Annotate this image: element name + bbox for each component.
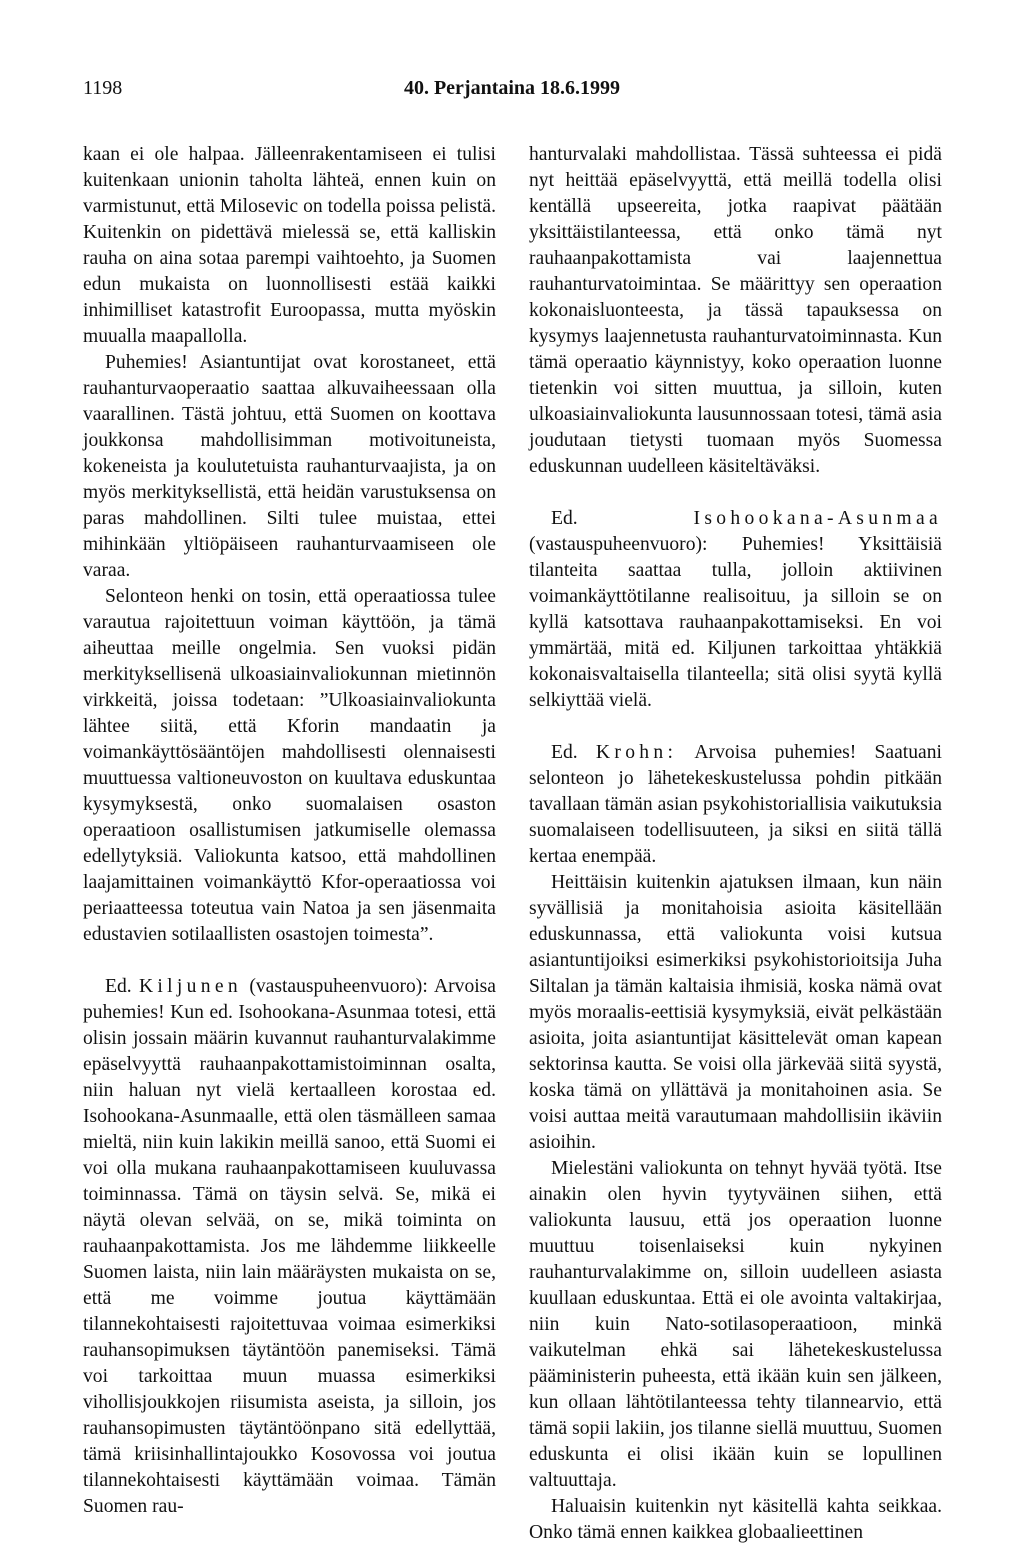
speech-text: (vastauspuheenvuoro): Arvoisa puhemies! Kun ed. Isohookana-Asunmaa totesi, että olisin jossain määrin kuvannut rauhanturvalakimme epäselvyyttä rauhaanpakottamistoiminnan osalta, niin haluan nyt vielä kertaalleen korostaa ed. Isohookana-Asunmaalle, että olen täsmälleen samaa mieltä, niin kuin lakikin meillä sanoo, että Suomi ei voi olla mukana rauhaanpakottamiseen kuuluvassa toiminnassa. Tämä on täysin selvä. Se, mikä ei näytä olevan selvää, on se, mikä toiminta on rauhaanpakottamista. Jos me lähdemme liikkeelle Suomen laista, niin lain määräysten mukaista on se, että me voimme joutua käyttämään tilannekohtaisesti rajoitettuvaa voimaa esimerkiksi rauhansopimuksen täytäntöön panemiseksi. Tämä voi tarkoittaa muun muassa esimerkiksi vihollisjoukkojen riisumista aseista, ja silloin, jos rauhansopimusten täytäntöönpano sitä edellyttää, tämä kriisinhallintajoukko Kosovossa voi joutua tilannekohtaisesti käyttämään voimaa. Tämän Suomen rau- — [83, 976, 497, 1517]
speech-prefix: Ed. — [551, 742, 578, 763]
page-header-title: 40. Perjantaina 18.6.1999 — [403, 77, 621, 99]
right-paragraph-5: Mielestäni valiokunta on tehnyt hyvää työtä. Itse ainakin olen hyvin tyytyväinen siihen, että valiokunta lausuu, että jos operaation luonne muuttuu toisenlaiseksi kuin nykyinen rauhanturvalakimme on, silloin uudelleen asiasta kuullaan eduskuntaa. Että ei ole avointa valtakirjaa, niin kuin Nato-sotilasoperaatioon, minkä vaikutelman ehkä sai lähetekeskustelussa pääministerin puheesta, että ikään kuin sen jälkeen, kun ollaan lähtötilanteessa tehty tilannearvio, että tämä sopii lakiin, jos tilanne siellä muuttuu, Suomen eduskunta ei olisi ikään kuin se lopullinen valtuuttaja. — [529, 1158, 942, 1491]
speech-krohn — [529, 740, 942, 870]
right-paragraph-4: Heittäisin kuitenkin ajatuksen ilmaan, kun näin syvällisiä ja monitahoisia asioita käsitellään eduskunnassa, että valiokunta voisi kutsua asiantuntijoiksi esimerkiksi psykohistorioitsija Juha Siltalan ja tämän kaltaisia ihmisiä, koska nämä ovat myös moraalis-eettisiä kysymyksiä, eivät pelkästään asioita, joita asiantuntijat käsittelevät oman kapean sektorinsa kautta. Se voisi olla järkevää siitä syystä, koska tämä on yllättävä ja monitahoinen asia. Se voisi auttaa meitä varautumaan mahdollisiin ikäviin asioihin. — [529, 872, 942, 1153]
speaker-name: Kiljunen — [138, 976, 243, 997]
speaker-name: Isohookana-Asunmaa — [693, 508, 942, 529]
speech-text: (vastauspuheenvuoro): Puhemies! Yksittäisiä tilanteita saattaa tulla, jolloin aktiivinen voimankäyttötilanne realisoituu, ja silloin se on kyllä katsottava rauhaanpakottamiseksi. En voi ymmärtää, mitä ed. Kiljunen tarkoittaa yhtäkkiä kokonaisvaltaisella tilanteella; sitä olisi syytä kyllä selkiyttää vielä. — [529, 534, 942, 711]
right-column — [529, 142, 942, 1546]
speech-isohookana-asunmaa — [529, 506, 942, 714]
speech-text: Arvoisa puhemies! Saatuani selonteon jo lähetekeskustelussa pohdin pitkään tavallaan tämän asian psykohistoriallisia vaikutuksia suomalaiseen todellisuuteen, ja siksi en siitä tällä kertaa enempää. — [529, 742, 942, 867]
page-number: 1198 — [83, 77, 123, 99]
speech-prefix: Ed. — [551, 508, 578, 529]
left-paragraph-3: Selonteon henki on tosin, että operaatiossa tulee varautua rajoitettuun voiman käyttöön, ja tämä aiheuttaa meille ongelmia. Sen vuoksi pidän merkityksellisenä ulkoasiainvaliokunnan mietinnön virkkeitä, joissa todetaan: ”Ulkoasiainvaliokunta lähtee siitä, että Kforin mandaatin ja voimankäyttösääntöjen mahdollisesti olennaisesti muuttuessa valtioneuvoston on kuultava eduskuntaa kysymyksestä, onko suomalaisen osaston operaatioon osallistumisen jatkumiselle olemassa edellytyksiä. Valiokunta katsoo, että mahdollinen laajamittainen voimankäyttö Kfor-operaatiossa voi periaatteessa toteutua vain Natoa ja sen jäsenmaita edustavien sotilaallisten osastojen toimesta”. — [83, 586, 496, 945]
right-paragraph-1: hanturvalaki mahdollistaa. Tässä suhteessa ei pidä nyt heittää epäselvyyttä, että meillä todella olisi kentällä upseereita, jotka raapivat päätään yksittäistilanteessa, että onko tämä nyt rauhaanpakottamista vai laajennettua rauhanturvatoimintaa. Se määrittyy sen operaation kokonaisluonteesta, ja tässä tapauksessa on kysymys laajennetusta rauhanturvatoiminnasta. Kun tämä operaatio käynnistyy, koko operaation luonne tietenkin voi sitten muuttua, ja silloin, kuten ulkoasiainvaliokunta lausunnossaan totesi, tämä asia joudutaan tietysti tuomaan myös Suomessa eduskunnan uudelleen käsiteltäväksi. — [529, 144, 942, 477]
speaker-name: Krohn: — [595, 742, 678, 763]
speech-kiljunen — [83, 974, 496, 1520]
left-paragraph-1: kaan ei ole halpaa. Jälleenrakentamiseen ei tulisi kuitenkaan unionin taholta lähteä, ennen kuin on varmistunut, että Milosevic on todella poissa pelistä. Kuitenkin on pidettävä mielessä se, että kalliskin rauha on aina sotaa parempi vaihtoehto, ja Suomen edun mukaista on luonnollisesti estää kaikki inhimilliset katastrofit Euroopassa, mutta myöskin muualla maapallolla. — [83, 144, 496, 347]
speech-prefix: Ed. — [105, 976, 132, 997]
right-paragraph-6: Haluaisin kuitenkin nyt käsitellä kahta seikkaa. Onko tämä ennen kaikkea globaalieettinen — [529, 1496, 942, 1543]
left-paragraph-2: Puhemies! Asiantuntijat ovat korostaneet, että rauhanturvaoperaatio saattaa alkuvaiheessaan olla vaarallinen. Tästä johtuu, että Suomen on koottava joukkonsa mahdollisimman motivoituneista, kokeneista ja koulutetuista rauhanturvaajista, ja on myös merkityksellistä, että heidän varustuksensa on paras mahdollinen. Silti tulee muistaa, ettei mihinkään yltiöpäiseen rauhanturvaamiseen ole varaa. — [83, 352, 496, 581]
left-column — [83, 142, 496, 1520]
